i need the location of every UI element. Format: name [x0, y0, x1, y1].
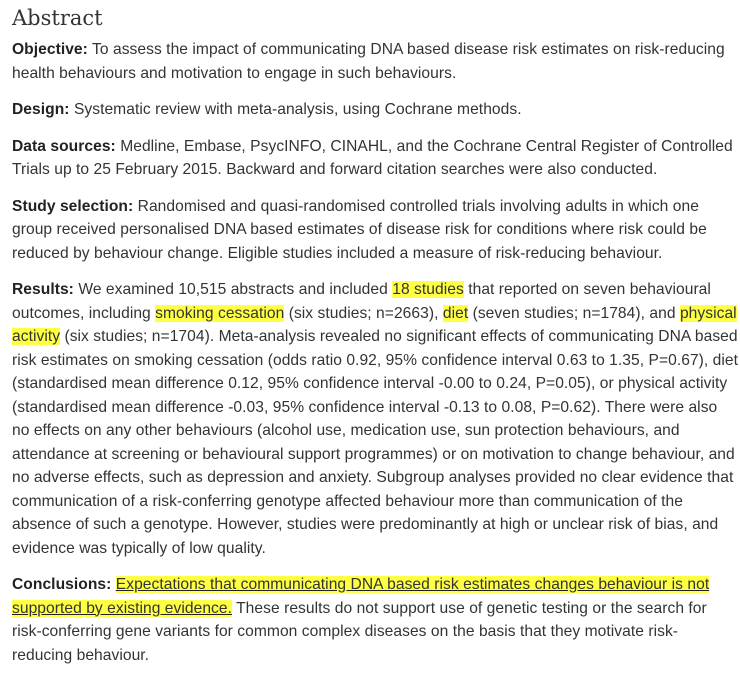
design-paragraph [12, 98, 738, 122]
study-selection-text: Randomised and quasi-randomised controlled trials involving adults in which one group received personalised DNA based estimates of disease risk for conditions where risk could be reduced by behaviour change. Eligible studies included a measure of risk-reducing behaviour. [12, 197, 707, 262]
highlight-18-studies: 18 studies [392, 281, 464, 298]
abstract-container [12, 0, 738, 680]
conclusions-paragraph [12, 573, 738, 667]
highlight-smoking-cessation: smoking cessation [155, 304, 285, 322]
data-sources-paragraph [12, 135, 738, 182]
design-text: Systematic review with meta-analysis, using Cochrane methods. [73, 101, 522, 118]
objective-paragraph [12, 38, 738, 85]
highlight-physical-activity: physical activity [12, 304, 737, 345]
results-label: Results: [12, 281, 74, 298]
results-text-2: that reported on seven behavioural outcomes, including [12, 281, 711, 322]
objective-text: To assess the impact of communicating DNA based disease risk estimates on risk-reducing health behaviours and motivation to engage in such behaviours. [12, 41, 725, 82]
highlight-conclusion-statement: Expectations that communicating DNA based risk estimates changes behaviour is not supported by existing evidence. [12, 576, 710, 617]
results-text-3: (six studies; n=2663), [288, 304, 439, 322]
data-sources-text: Medline, Embase, PsycINFO, CINAHL, and the Cochrane Central Register of Controlled Trials up to 25 February 2015. Backward and forward citation searches were also conducted. [12, 137, 733, 178]
data-sources-label: Data sources: [12, 137, 116, 155]
results-text-4: (seven studies; n=1784), and [472, 304, 676, 322]
results-paragraph [12, 278, 738, 560]
results-text-5: (six studies; n=1704). Meta-analysis revealed no significant effects of communicating DNA based risk estimates on smoking cessation (odds ratio 0.92, 95% confidence interval 0.63 to 1.35, P=0.67), diet (standardised mean difference 0.12, 95% confidence interval -0.00 to 0.24, P=0.05), or physical activity (standardised mean difference -0.03, 95% confidence interval -0.13 to 0.08, P=0.62). There were also no effects on any other behaviours (alcohol use, medication use, sun protection behaviours, and attendance at screening or behavioural support programmes) or on motivation to change behaviour, and no adverse effects, such as depression and anxiety. Subgroup analyses provided no clear evidence that communication of a risk-conferring genotype affected behaviour more than communication of the absence of such a genotype. However, studies were predominantly at high or unclear risk of bias, and evidence was typically of low quality. [12, 328, 738, 557]
highlight-diet: diet [442, 304, 469, 322]
abstract-heading: Abstract [12, 6, 103, 30]
study-selection-paragraph [12, 195, 738, 266]
results-text-1: We examined 10,515 abstracts and included [78, 281, 388, 298]
objective-label: Objective: [12, 41, 88, 58]
conclusions-text: These results do not support use of genetic testing or the search for risk-conferring gene variants for common complex diseases on the basis that they motivate risk-reducing behaviour. [12, 599, 707, 664]
conclusions-label: Conclusions: [12, 576, 112, 593]
design-label: Design: [12, 101, 70, 118]
study-selection-label: Study selection: [12, 197, 134, 215]
